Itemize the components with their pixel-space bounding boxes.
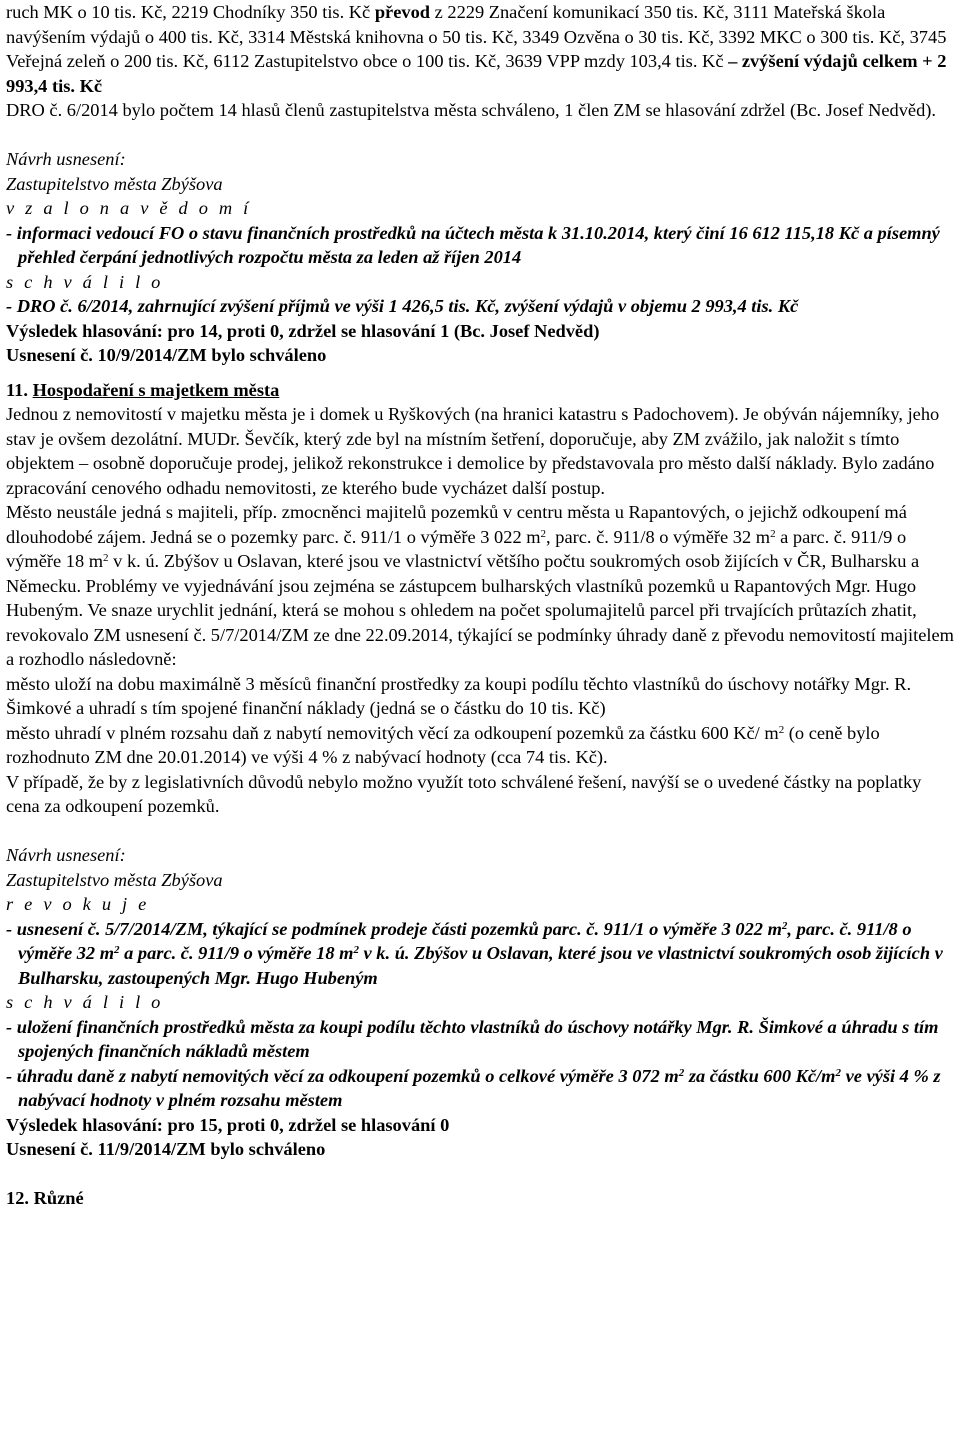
resolution-item: - usnesení č. 5/7/2014/ZM, týkající se podmínek prodeje části pozemků parc. č. 911/1 o výměře 3 022 $m^2$, parc. č. 911/8 o výměře 32 $m^2$ a parc. č. 911/9 o výměře 18 $m^2$ v k. ú. Zbýšov u Oslavan, které jsou ve vlastnictví soukromých osob žijících v Bulharsku, zastoupených Mgr. Hugo Hubeným bbox=[6, 918, 943, 988]
resolution-verb: v z a l o n a v ě d o m í bbox=[6, 198, 252, 218]
budget-paragraph: ruch MK o 10 tis. Kč, 2219 Chodníky 350 tis. Kč převod z 2229 Značení komunikací 350 tis. Kč, 3111 Mateřská škola navýšením výdajů o 400 tis. Kč, 3314 Městská knihovna o 50 tis. Kč, 3349 Ozvěna o 30 tis. Kč, 3392 MKC o 300 tis. Kč, 3745 Veřejná zeleň o 200 tis. Kč, 6112 Zastupitelstvo obce o 100 tis. Kč, 3639 VPP mzdy 103,4 tis. Kč – zvýšení výdajů celkem + 2 993,4 tis. Kč bbox=[6, 2, 947, 96]
resolution-item: - úhradu daně z nabytí nemovitých věcí za odkoupení pozemků o celkové výměře 3 072 $m^2$ za částku 600 $Kč/m^2$ ve výši 4 % z nabývací hodnoty v plném rozsahu městem bbox=[6, 1065, 941, 1110]
section-heading-12: 12. Různé bbox=[6, 1188, 84, 1208]
resolution-verb: s c h v á l i l o bbox=[6, 992, 164, 1012]
section-paragraph: město uloží na dobu maximálně 3 měsíců finanční prostředky za koupi podílu těchto vlastníků do úschovy notářky Mgr. R. Šimkové a uhradí s tím spojené finanční náklady (jedná se o částku do 10 tis. Kč) bbox=[6, 673, 912, 718]
resolution-heading: Návrh usnesení: bbox=[6, 149, 126, 169]
resolution-item: - informaci vedoucí FO o stavu finančních prostředků na účtech města k 31.10.2014, který činí 16 612 115,18 Kč a písemný přehled čerpání jednotlivých rozpočtu města za leden až říjen 2014 bbox=[6, 222, 940, 267]
resolution-verb: s c h v á l i l o bbox=[6, 271, 164, 292]
resolution-item: - DRO č. 6/2014, zahrnující zvýšení příjmů ve výši 1 426,5 tis. Kč, zvýšení výdajů v objemu 2 993,4 tis. Kč bbox=[6, 296, 799, 316]
section-paragraph: V případě, že by z legislativních důvodů nebylo možno využít toto schválené řešení, navýší se o uvedené částky na poplatky cena za odkoupení pozemků. bbox=[6, 771, 922, 816]
section-paragraph: město uhradí v plném rozsahu daň z nabytí nemovitých věcí za odkoupení pozemků za částku 600 Kč/ $m^2$ (o ceně bylo rozhodnuto ZM dne 20.01.2014) ve výši 4 % z nabývací hodnoty (cca 74 tis. Kč). bbox=[6, 722, 880, 767]
resolution-verb: r e v o k u j e bbox=[6, 894, 150, 914]
section-paragraph: Jednou z nemovitostí v majetku města je i domek u Ryškových (na hranici katastru s Padochovem). Je obýván nájemníky, jeho stav je ovšem dezolátní. MUDr. Ševčík, který zde byl na místním šetření, doporučuje, aby ZM zvážilo, jak naložit s tímto objektem – osobně doporučuje prodej, jelikož rekonstrukce i demolice by představovala pro město další náklady. Bylo zadáno zpracování cenového odhadu nemovitosti, ze kterého bude vycházet další postup. bbox=[6, 404, 940, 498]
resolution-body: Zastupitelstvo města Zbýšova bbox=[6, 173, 223, 194]
document-page bbox=[6, 0, 956, 1211]
resolution-body: Zastupitelstvo města Zbýšova bbox=[6, 869, 223, 890]
vote-result: Výsledek hlasování: pro 15, proti 0, zdržel se hlasování 0 bbox=[6, 1114, 450, 1135]
resolution-status: Usnesení č. 10/9/2014/ZM bylo schváleno bbox=[6, 345, 327, 365]
section-paragraph: Město neustále jedná s majiteli, příp. zmocněnci majitelů pozemků v centru města u Rapantových, o jejichž odkoupení má dlouhodobé zájem. Jedná se o pozemky parc. č. 911/1 o výměře 3 022 $m^2$, parc. č. 911/8 o výměře 32 $m^2$ a parc. č. 911/9 o výměře 18 $m^2$ v k. ú. Zbýšov u Oslavan, které jsou ve vlastnictví většího počtu soukromých osob žijících v ČR, Bulharsku a Německu. Problémy ve vyjednávání jsou zejména se zástupcem bulharských vlastníků pozemků u Rapantových Mgr. Hugo Hubeným. Ve snaze urychlit jednání, která se mohou s ohledem na počet spolumajitelů parcel při trvajících průtazích zhatit, revokovalo ZM usnesení č. 5/7/2014/ZM ze dne 22.09.2014, týkající se podmínky úhrady daně z převodu nemovitostí majitelem a rozhodlo následovně: bbox=[6, 502, 954, 669]
resolution-item: - uložení finančních prostředků města za koupi podílu těchto vlastníků do úschovy notářky Mgr. R. Šimkové a úhradu s tím spojených finančních nákladů městem bbox=[6, 1016, 939, 1061]
resolution-heading: Návrh usnesení: bbox=[6, 845, 126, 865]
dro-vote-paragraph: DRO č. 6/2014 bylo počtem 14 hlasů členů zastupitelstva města schváleno, 1 člen ZM se hlasování zdržel (Bc. Josef Nedvěd). bbox=[6, 100, 937, 120]
resolution-status: Usnesení č. 11/9/2014/ZM bylo schváleno bbox=[6, 1139, 326, 1159]
vote-result: Výsledek hlasování: pro 14, proti 0, zdržel se hlasování 1 (Bc. Josef Nedvěd) bbox=[6, 320, 600, 341]
section-heading-11: 11. Hospodaření s majetkem města bbox=[6, 379, 280, 400]
